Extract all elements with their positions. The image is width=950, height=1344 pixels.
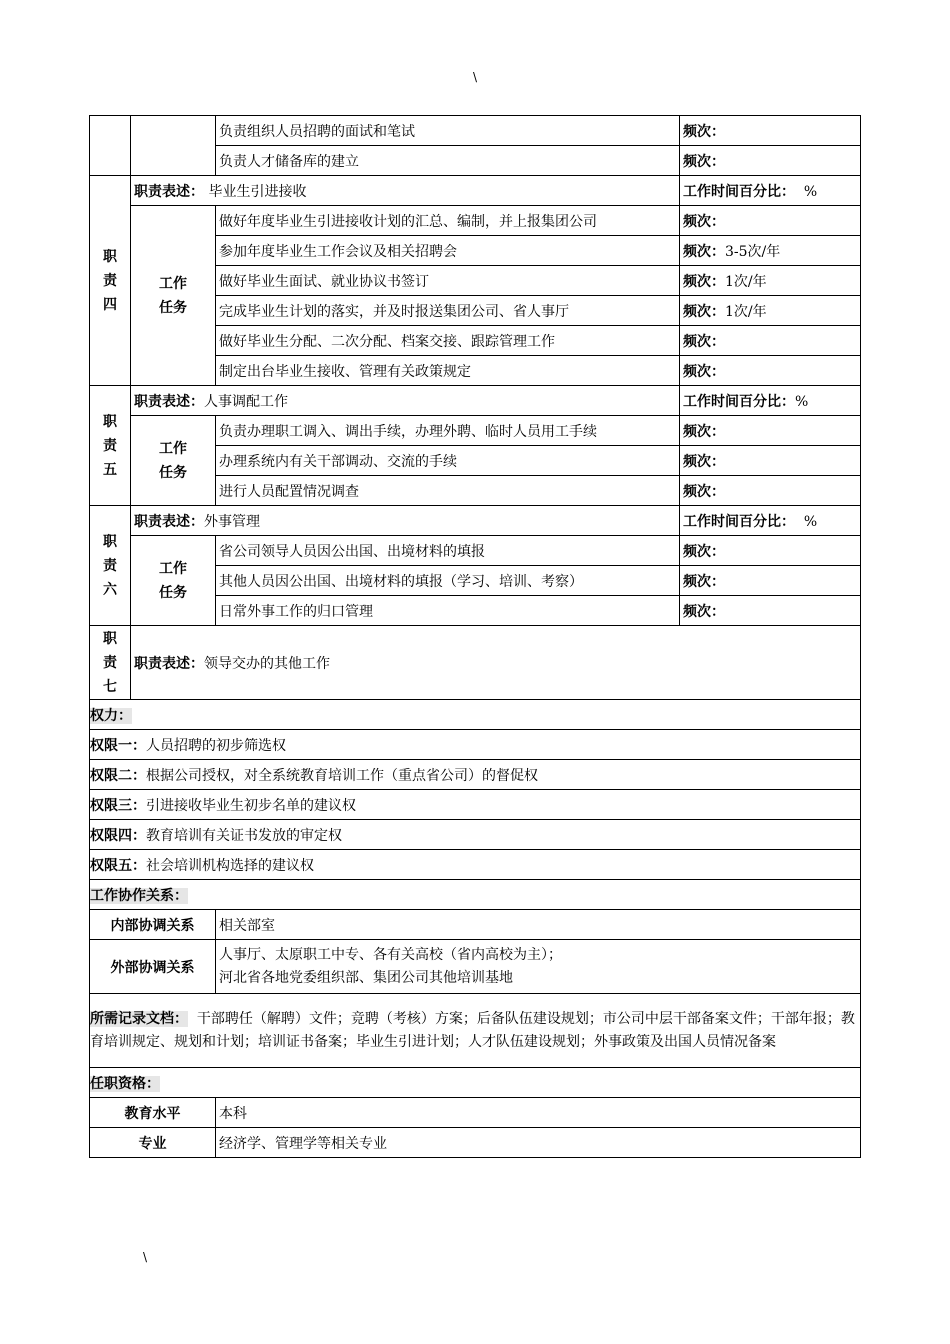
pct-sign: % — [795, 393, 809, 410]
duty7-desc: 领导交办的其他工作 — [204, 655, 330, 672]
task-text: 参加年度毕业生工作会议及相关招聘会 — [216, 236, 680, 266]
freq-label: 频次： — [683, 213, 725, 230]
task-text: 做好年度毕业生引进接收计划的汇总、编制，并上报集团公司 — [216, 206, 680, 236]
pct-sign: % — [803, 513, 818, 530]
freq-label: 频次： — [683, 123, 725, 140]
freq-label: 频次： — [683, 303, 725, 320]
task-row — [90, 206, 861, 236]
duty-desc-label: 职责表述： — [134, 513, 204, 530]
freq-label: 频次： — [683, 273, 725, 290]
task-text: 做好毕业生分配、二次分配、档案交接、跟踪管理工作 — [216, 326, 680, 356]
cooperation-title: 工作协作关系： — [90, 887, 188, 904]
pct-label: 工作时间百分比： — [683, 183, 795, 200]
duty-desc-row — [90, 386, 861, 416]
freq-label: 频次： — [683, 423, 725, 440]
duty-desc-label: 职责表述： — [134, 655, 204, 672]
pct-label: 工作时间百分比： — [683, 513, 795, 530]
education-value: 本科 — [216, 1098, 861, 1128]
task-text: 省公司领导人员因公出国、出境材料的填报 — [216, 536, 680, 566]
corner-mark-bottom: \ — [143, 1250, 148, 1264]
major-label: 专业 — [90, 1128, 216, 1158]
pct-sign: % — [803, 183, 818, 200]
task-text: 做好毕业生面试、就业协议书签订 — [216, 266, 680, 296]
duty7-label: 职 责 七 — [90, 626, 131, 700]
freq-label: 频次： — [683, 543, 725, 560]
section-row — [90, 700, 861, 730]
power-text: 人员招聘的初步筛选权 — [146, 737, 286, 754]
records-label: 所需记录文档： — [90, 1010, 188, 1027]
qualification-title: 任职资格： — [90, 1075, 160, 1092]
task-row — [90, 116, 861, 146]
qualification-row — [90, 1098, 861, 1128]
task-text: 其他人员因公出国、出境材料的填报（学习、培训、考察） — [216, 566, 680, 596]
freq-label: 频次： — [683, 603, 725, 620]
job-description-table — [89, 115, 861, 1158]
external-line: 人事厅、太原职工中专、各有关高校（省内高校为主）； — [219, 946, 562, 963]
freq-label: 频次： — [683, 363, 725, 380]
power-row — [90, 790, 861, 820]
task-label: 工作 任务 — [131, 416, 216, 506]
freq-label: 频次： — [683, 483, 725, 500]
duty-desc-row — [90, 176, 861, 206]
task-text: 进行人员配置情况调查 — [216, 476, 680, 506]
duty-desc-row — [90, 506, 861, 536]
task-text: 制定出台毕业生接收、管理有关政策规定 — [216, 356, 680, 386]
task-text: 完成毕业生计划的落实，并及时报送集团公司、省人事厅 — [216, 296, 680, 326]
power-text: 社会培训机构选择的建议权 — [146, 857, 314, 874]
duty6-label: 职 责 六 — [90, 506, 131, 626]
duty-desc-label: 职责表述： — [134, 393, 204, 410]
freq-label: 频次： — [683, 333, 725, 350]
records-text: 干部聘任（解聘）文件；竞聘（考核）方案；后备队伍建设规划；市公司中层干部备案文件；干部年报；教育培训规定、规划和计划；培训证书备案；毕业生引进计划；人才队伍建设规划；外事政策及出国人员情况备案 — [90, 1010, 855, 1050]
power-title: 权力： — [90, 707, 132, 724]
section-row — [90, 1068, 861, 1098]
duty5-label: 职 责 五 — [90, 386, 131, 506]
corner-mark-top: \ — [473, 70, 478, 84]
duty6-desc: 外事管理 — [204, 513, 260, 530]
power-row — [90, 850, 861, 880]
freq-label: 频次： — [683, 243, 725, 260]
power-label: 权限五： — [90, 857, 146, 874]
freq-value: 3-5次/年 — [725, 243, 781, 260]
internal-label: 内部协调关系 — [90, 910, 216, 940]
power-row — [90, 820, 861, 850]
task-text: 日常外事工作的归口管理 — [216, 596, 680, 626]
freq-label: 频次： — [683, 453, 725, 470]
power-row — [90, 760, 861, 790]
freq-value: 1次/年 — [725, 273, 767, 290]
task-row — [90, 416, 861, 446]
qualification-row — [90, 1128, 861, 1158]
task-label: 工作 任务 — [131, 536, 216, 626]
duty5-desc: 人事调配工作 — [204, 393, 288, 410]
duty-label-cell — [90, 116, 131, 176]
power-row — [90, 730, 861, 760]
external-line: 河北省各地党委组织部、集团公司其他培训基地 — [219, 969, 513, 986]
major-value: 经济学、管理学等相关专业 — [216, 1128, 861, 1158]
section-row — [90, 880, 861, 910]
power-label: 权限四： — [90, 827, 146, 844]
task-label-cell — [131, 116, 216, 176]
pct-label: 工作时间百分比： — [683, 393, 795, 410]
duty-desc-row — [90, 626, 861, 700]
internal-value: 相关部室 — [216, 910, 861, 940]
education-label: 教育水平 — [90, 1098, 216, 1128]
duty4-desc: 毕业生引进接收 — [208, 183, 307, 200]
freq-label: 频次： — [683, 153, 725, 170]
task-text: 办理系统内有关干部调动、交流的手续 — [216, 446, 680, 476]
external-label: 外部协调关系 — [90, 940, 216, 994]
duty4-label: 职 责 四 — [90, 176, 131, 386]
power-text: 教育培训有关证书发放的审定权 — [146, 827, 342, 844]
power-text: 引进接收毕业生初步名单的建议权 — [146, 797, 356, 814]
task-text: 负责办理职工调入、调出手续，办理外聘、临时人员用工手续 — [216, 416, 680, 446]
power-label: 权限一： — [90, 737, 146, 754]
cooperation-row — [90, 940, 861, 994]
records-row — [90, 994, 861, 1068]
task-text: 负责人才储备库的建立 — [216, 146, 680, 176]
power-label: 权限三： — [90, 797, 146, 814]
power-label: 权限二： — [90, 767, 146, 784]
freq-value: 1次/年 — [725, 303, 767, 320]
power-text: 根据公司授权，对全系统教育培训工作（重点省公司）的督促权 — [146, 767, 538, 784]
task-label: 工作 任务 — [131, 206, 216, 386]
task-text: 负责组织人员招聘的面试和笔试 — [216, 116, 680, 146]
cooperation-row — [90, 910, 861, 940]
duty-desc-label: 职责表述： — [134, 183, 204, 200]
task-row — [90, 536, 861, 566]
freq-label: 频次： — [683, 573, 725, 590]
